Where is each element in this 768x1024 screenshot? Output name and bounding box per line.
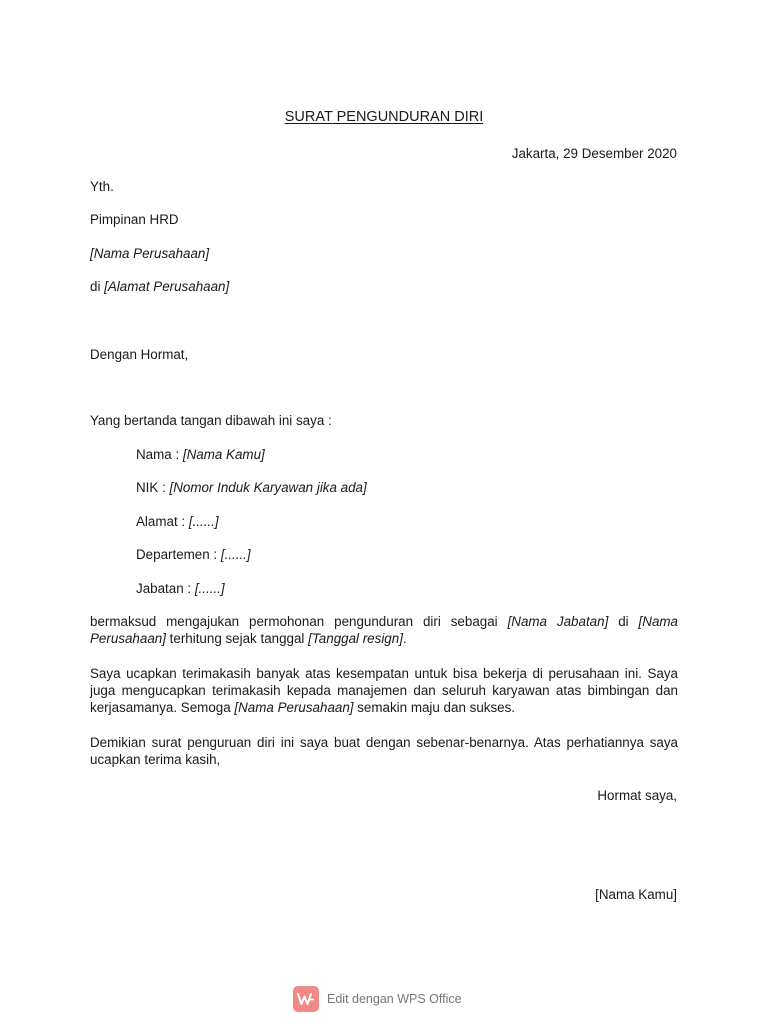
wps-edit-link[interactable] [293, 985, 462, 1013]
field-value: [......] [194, 581, 225, 596]
placeholder-perusahaan: [Nama Perusahaan] [234, 700, 354, 715]
recipient-address-prefix: di [90, 279, 105, 294]
field-label: Jabatan : [136, 581, 195, 596]
recipient-address [90, 278, 229, 295]
field-value: [......] [188, 514, 219, 529]
recipient-salutation: Yth. [90, 179, 114, 194]
greeting: Dengan Hormat, [90, 347, 189, 362]
recipient-position: Pimpinan HRD [90, 212, 179, 227]
intro-line: Yang bertanda tangan dibawah ini saya : [90, 413, 332, 428]
closing-salutation: Hormat saya, [597, 788, 677, 803]
placeholder-jabatan: [Nama Jabatan] [507, 614, 609, 629]
field-nik [136, 479, 367, 496]
field-value: [Nama Kamu] [182, 447, 265, 462]
field-alamat [136, 513, 219, 530]
field-label: NIK : [136, 480, 170, 495]
placeholder-perusahaan: [Nama Perusahaan] [90, 614, 678, 646]
wps-edit-label: Edit dengan WPS Office [327, 991, 462, 1006]
paragraph-closing: Demikian surat penguruan diri ini saya buat dengan sebenar-benarnya. Atas perhatiannya saya ucapkan terima kasih, [90, 735, 678, 767]
letter-date: Jakarta, 29 Desember 2020 [511, 146, 677, 161]
recipient-company-placeholder: [Nama Perusahaan] [90, 246, 210, 261]
paragraph-thanks [90, 665, 678, 716]
letter-title: SURAT PENGUNDURAN DIRI [284, 109, 484, 125]
recipient-company [90, 245, 209, 262]
recipient-address-placeholder: [Alamat Perusahaan] [104, 279, 230, 294]
paragraph-text: bermaksud mengajukan permohonan pengunduran diri sebagai [90, 614, 508, 629]
field-nama [136, 446, 265, 463]
field-value: [......] [220, 547, 251, 562]
paragraph-request [90, 613, 678, 647]
paragraph-text: terhitung sejak tanggal [165, 631, 309, 646]
field-label: Nama : [136, 447, 183, 462]
placeholder-tanggal: [Tanggal resign] [308, 631, 403, 646]
field-departemen [136, 546, 251, 563]
wps-w-glyph [297, 992, 315, 1006]
signature-name: [Nama Kamu] [595, 887, 677, 902]
wps-logo-icon [293, 986, 319, 1012]
field-jabatan [136, 580, 225, 597]
paragraph-text: . [402, 631, 407, 646]
field-label: Departemen : [136, 547, 221, 562]
field-label: Alamat : [136, 514, 189, 529]
paragraph-text: Saya ucapkan terimakasih banyak atas kesempatan untuk bisa bekerja di perusahaan ini. Saya juga mengucapkan terimakasih kepada manajemen dan seluruh karyawan atas bimbingan dan kerjasamanya. Semoga [90, 666, 678, 715]
paragraph-text: di [608, 614, 639, 629]
paragraph-text: semakin maju dan sukses. [353, 700, 516, 715]
field-value: [Nomor Induk Karyawan jika ada] [169, 480, 367, 495]
